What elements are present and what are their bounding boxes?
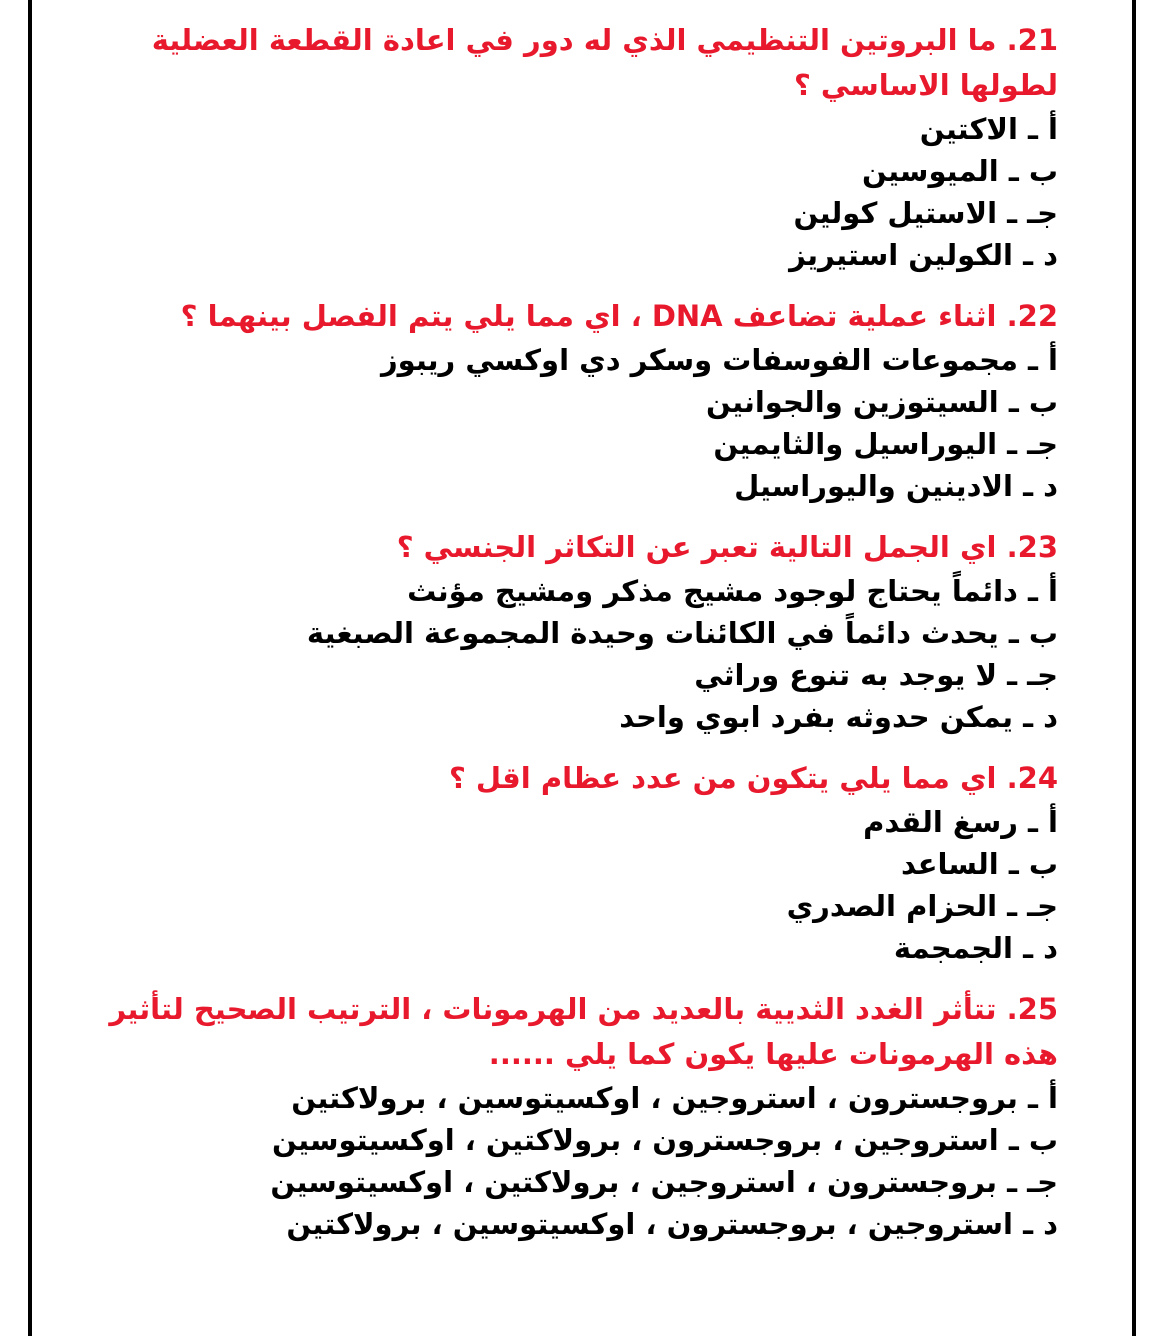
option-text: الميوسين [861, 154, 999, 188]
question-21 [60, 18, 1058, 276]
option-letter: أ ـ [1028, 805, 1058, 839]
option-text: استروجين ، بروجسترون ، برولاكتين ، اوكسيتوسين [272, 1123, 999, 1157]
option-letter: جـ ـ [1007, 658, 1058, 692]
question-text [60, 987, 1058, 1077]
option-letter: د ـ [1023, 700, 1058, 734]
option-a[interactable] [60, 801, 1058, 843]
question-25 [60, 987, 1058, 1245]
option-text: دائماً يحتاج لوجود مشيج مذكر ومشيج مؤنث [407, 574, 1018, 608]
option-text: بروجسترون ، استروجين ، اوكسيتوسين ، برولاكتين [291, 1081, 1018, 1115]
question-22 [60, 294, 1058, 507]
option-letter: د ـ [1023, 931, 1058, 965]
option-c[interactable] [60, 423, 1058, 465]
option-text: يحدث دائماً في الكائنات وحيدة المجموعة الصبغية [306, 616, 999, 650]
option-text: استروجين ، بروجسترون ، اوكسيتوسين ، برولاكتين [286, 1207, 1013, 1241]
option-letter: جـ ـ [1007, 196, 1058, 230]
option-letter: جـ ـ [1007, 889, 1058, 923]
option-text: لا يوجد به تنوع وراثي [694, 658, 998, 692]
option-letter: جـ ـ [1007, 1165, 1058, 1199]
option-d[interactable] [60, 465, 1058, 507]
option-b[interactable] [60, 843, 1058, 885]
option-letter: أ ـ [1028, 343, 1058, 377]
question-text [60, 525, 1058, 570]
question-number: 23. [1006, 530, 1058, 564]
option-a[interactable] [60, 108, 1058, 150]
question-stem: اي مما يلي يتكون من عدد عظام اقل ؟ [448, 761, 997, 795]
option-text: اليوراسيل والثايمين [713, 427, 998, 461]
question-23 [60, 525, 1058, 738]
option-d[interactable] [60, 927, 1058, 969]
question-number: 21. [1006, 23, 1058, 57]
question-stem: اي الجمل التالية تعبر عن التكاثر الجنسي ؟ [396, 530, 997, 564]
option-text: الجمجمة [893, 931, 1013, 965]
option-letter: جـ ـ [1007, 427, 1058, 461]
question-text [60, 18, 1058, 108]
option-a[interactable] [60, 339, 1058, 381]
option-c[interactable] [60, 192, 1058, 234]
option-d[interactable] [60, 234, 1058, 276]
option-b[interactable] [60, 381, 1058, 423]
option-letter: د ـ [1023, 469, 1058, 503]
question-number: 22. [1006, 299, 1058, 333]
question-list [60, 18, 1058, 1263]
option-letter: أ ـ [1028, 112, 1058, 146]
option-text: الادينين واليوراسيل [734, 469, 1013, 503]
option-text: مجموعات الفوسفات وسكر دي اوكسي ريبوز [380, 343, 1018, 377]
option-text: الاستيل كولين [793, 196, 998, 230]
option-text: يمكن حدوثه بفرد ابوي واحد [619, 700, 1013, 734]
option-d[interactable] [60, 1203, 1058, 1245]
option-b[interactable] [60, 150, 1058, 192]
option-c[interactable] [60, 654, 1058, 696]
option-b[interactable] [60, 612, 1058, 654]
option-letter: أ ـ [1028, 574, 1058, 608]
question-24 [60, 756, 1058, 969]
question-stem: تتأثر الغدد الثديية بالعديد من الهرمونات ، الترتيب الصحيح لتأثير هذه الهرمونات عليها يكون كما يلي ...... [109, 992, 1058, 1071]
option-letter: ب ـ [1008, 154, 1058, 188]
question-stem: ما البروتين التنظيمي الذي له دور في اعادة القطعة العضلية لطولها الاساسي ؟ [151, 23, 1058, 102]
question-number: 24. [1006, 761, 1058, 795]
option-text: رسغ القدم [863, 805, 1018, 839]
option-text: السيتوزين والجوانين [706, 385, 999, 419]
option-letter: ب ـ [1008, 1123, 1058, 1157]
option-text: الكولين استيريز [789, 238, 1013, 272]
question-text [60, 756, 1058, 801]
option-b[interactable] [60, 1119, 1058, 1161]
option-a[interactable] [60, 570, 1058, 612]
option-text: الساعد [900, 847, 999, 881]
option-letter: أ ـ [1028, 1081, 1058, 1115]
question-stem: اثناء عملية تضاعف DNA ، اي مما يلي يتم الفصل بينهما ؟ [180, 299, 997, 333]
option-text: الاكتين [919, 112, 1018, 146]
option-d[interactable] [60, 696, 1058, 738]
option-letter: د ـ [1023, 1207, 1058, 1241]
option-a[interactable] [60, 1077, 1058, 1119]
option-letter: ب ـ [1008, 385, 1058, 419]
question-number: 25. [1006, 992, 1058, 1026]
option-c[interactable] [60, 1161, 1058, 1203]
option-c[interactable] [60, 885, 1058, 927]
option-letter: د ـ [1023, 238, 1058, 272]
question-text [60, 294, 1058, 339]
option-text: بروجسترون ، استروجين ، برولاكتين ، اوكسيتوسين [270, 1165, 998, 1199]
option-letter: ب ـ [1008, 847, 1058, 881]
option-letter: ب ـ [1008, 616, 1058, 650]
option-text: الحزام الصدري [786, 889, 998, 923]
